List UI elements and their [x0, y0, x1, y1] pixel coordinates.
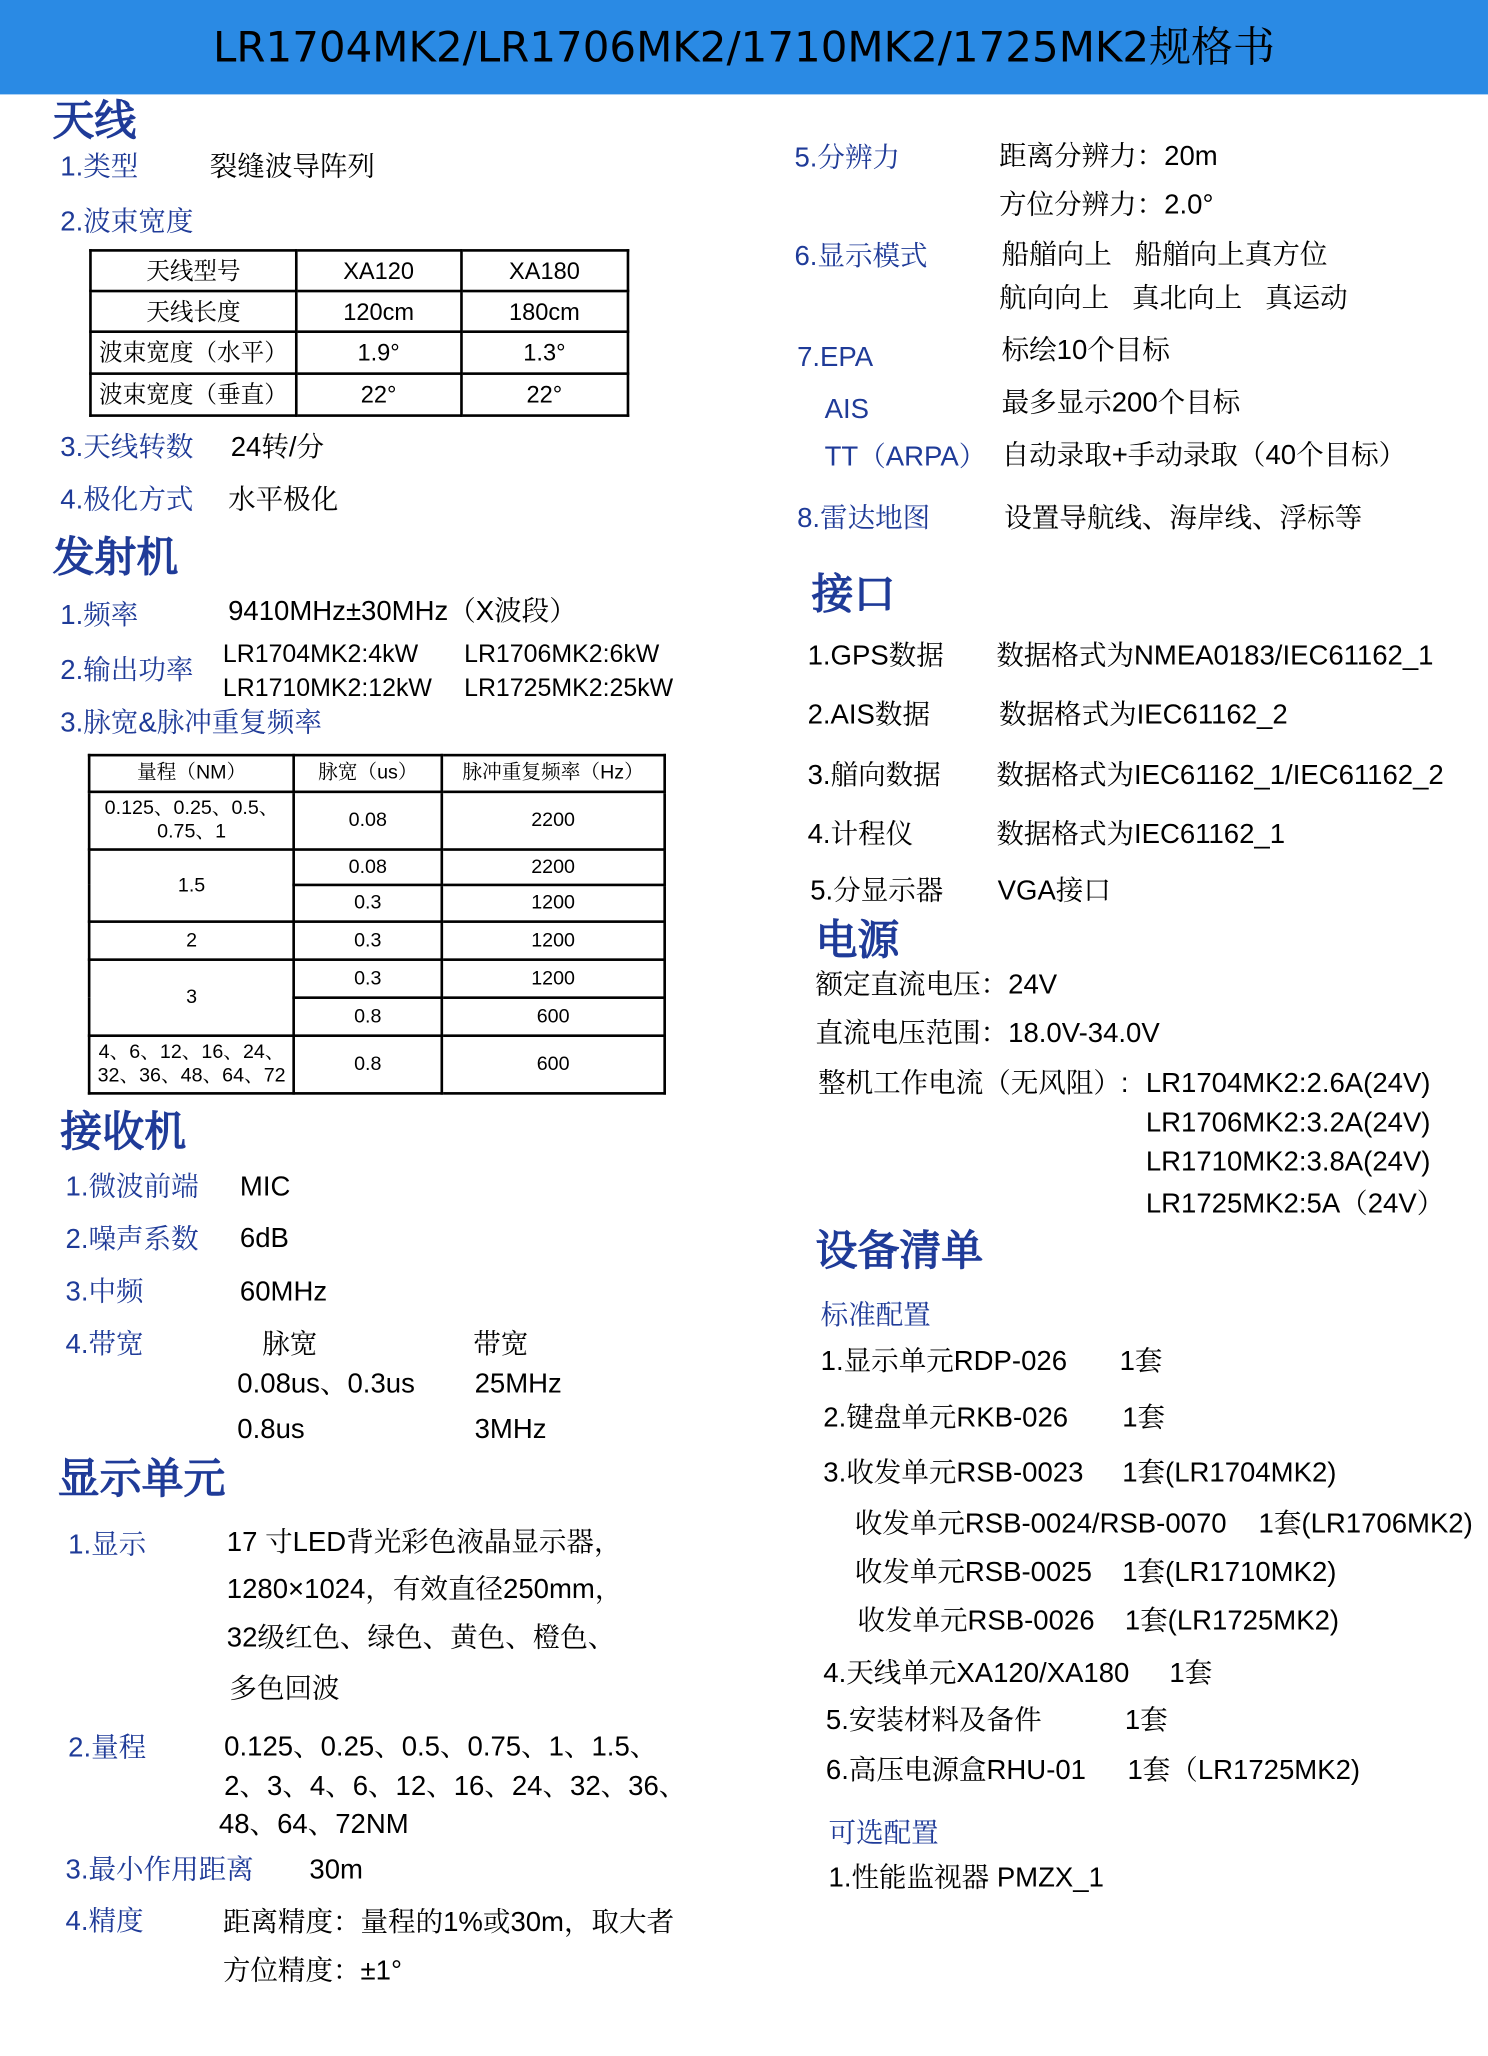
power-item: LR1704MK2:4kW — [222, 641, 419, 669]
equipment-item-name: 收发单元RSB-0024/RSB-0070 — [854, 1508, 1227, 1540]
table-header-cell: 量程（NM） — [89, 755, 294, 792]
frequency-value: 9410MHz±30MHz（X波段） — [228, 596, 577, 627]
tt-value: 自动录取+手动录取（40个目标） — [1001, 440, 1407, 471]
table-cell: 1200 — [442, 885, 665, 922]
table-cell: 2200 — [442, 792, 665, 850]
bandwidth-col-pulse: 脉宽 — [262, 1329, 318, 1360]
range-cell — [89, 1036, 294, 1094]
current-value: LR1725MK2:5A（24V） — [1145, 1189, 1445, 1220]
table-row — [89, 960, 665, 998]
noise-label: 2.噪声系数 — [65, 1224, 199, 1255]
table-cell: 天线长度 — [90, 291, 296, 332]
accuracy-line: 距离精度：量程的1%或30m，取大者 — [222, 1907, 675, 1938]
if-value: 60MHz — [239, 1276, 328, 1308]
section-heading-equipment: 设备清单 — [815, 1227, 984, 1275]
polarization-value: 水平极化 — [228, 485, 339, 516]
bandwidth-pulse-value: 0.8us — [237, 1414, 305, 1445]
table-cell: XA180 — [461, 250, 628, 291]
equipment-item-name: 5.安装材料及备件 — [825, 1705, 1042, 1736]
table-cell: 22° — [296, 374, 460, 416]
power-item: LR1725MK2:25kW — [464, 675, 674, 703]
rotation-value: 24转/分 — [230, 432, 325, 463]
resolution-line: 方位分辨力：2.0° — [998, 190, 1214, 221]
bandwidth-band-value: 3MHz — [474, 1414, 547, 1445]
optional-item-name: 1.性能监视器 PMZX_1 — [828, 1862, 1104, 1894]
equipment-item-qty: 1套(LR1704MK2) — [1122, 1457, 1337, 1488]
header-banner — [0, 0, 1488, 94]
interface-item-label: 3.艏向数据 — [807, 760, 941, 791]
table-header-cell: 脉冲重复频率（Hz） — [442, 755, 665, 792]
table-row — [89, 792, 665, 850]
range-cell — [89, 792, 294, 850]
display-mode-line: 船艏向上 船艏向上真方位 — [1001, 239, 1328, 271]
epa-label: 7.EPA — [797, 342, 874, 373]
table-cell: 1.9° — [296, 332, 460, 374]
power-item: LR1706MK2:6kW — [464, 641, 660, 669]
equipment-item-name: 4.天线单元XA120/XA180 — [823, 1658, 1130, 1689]
interface-item-value: 数据格式为NMEA0183/IEC61162_1 — [996, 641, 1434, 672]
current-value: LR1704MK2:2.6A(24V) — [1145, 1068, 1431, 1099]
ais-label: AIS — [824, 394, 870, 425]
section-heading-receiver: 接收机 — [60, 1107, 187, 1155]
accuracy-line: 方位精度：±1° — [222, 1956, 402, 1987]
table-cell: 180cm — [461, 291, 628, 332]
table-cell: 1200 — [442, 922, 665, 960]
polarization-label: 4.极化方式 — [60, 485, 194, 516]
current-label: 整机工作电流（无风阻）: — [818, 1068, 1129, 1099]
interface-item-value: 数据格式为IEC61162_1 — [996, 819, 1286, 850]
beam-width-table — [89, 249, 629, 417]
pulse-label: 3.脉宽&脉冲重复频率 — [60, 707, 322, 739]
table-cell: 波束宽度（水平） — [90, 332, 296, 374]
epa-value: 标绘10个目标 — [1001, 335, 1170, 366]
if-label: 3.中频 — [65, 1276, 144, 1308]
output-power-label: 2.输出功率 — [60, 655, 194, 686]
table-cell: 120cm — [296, 291, 460, 332]
table-cell: 0.08 — [294, 792, 442, 850]
min-range-label: 3.最小作用距离 — [65, 1855, 254, 1886]
range-cell: 1.5 — [89, 850, 294, 922]
table-cell: 600 — [442, 998, 665, 1036]
antenna-type-label: 1.类型 — [60, 152, 139, 183]
bandwidth-label: 4.带宽 — [65, 1329, 144, 1360]
interface-item-value: 数据格式为IEC61162_2 — [998, 700, 1288, 731]
equipment-item-qty: 1套 — [1122, 1402, 1166, 1433]
table-row — [90, 332, 628, 374]
antenna-type-value: 裂缝波导阵列 — [209, 152, 375, 183]
bandwidth-band-value: 25MHz — [474, 1368, 562, 1399]
table-row — [89, 922, 665, 960]
range-cell: 2 — [89, 922, 294, 960]
equipment-item-name: 收发单元RSB-0026 — [857, 1605, 1095, 1637]
table-cell: 1200 — [442, 960, 665, 998]
table-cell: 0.3 — [294, 885, 442, 922]
tt-label: TT（ARPA） — [824, 441, 987, 472]
equipment-item-qty: 1套(LR1706MK2) — [1258, 1508, 1473, 1540]
ranges-line: 48、64、72NM — [218, 1809, 409, 1840]
table-cell: 0.3 — [294, 922, 442, 960]
interface-item-label: 5.分显示器 — [810, 875, 944, 906]
equipment-item-qty: 1套（LR1725MK2) — [1127, 1755, 1361, 1786]
table-cell: 0.3 — [294, 960, 442, 998]
range-line: 4、6、12、16、24、 — [98, 1040, 285, 1064]
table-cell: 600 — [442, 1036, 665, 1094]
table-cell: 22° — [461, 374, 628, 416]
equipment-item-name: 收发单元RSB-0025 — [854, 1557, 1092, 1588]
section-heading-interface: 接口 — [811, 570, 896, 618]
equipment-item-qty: 1套(LR1710MK2) — [1122, 1557, 1337, 1588]
ranges-label: 2.量程 — [68, 1733, 147, 1764]
range-line: 0.75、1 — [157, 820, 227, 843]
equipment-item-qty: 1套 — [1169, 1658, 1213, 1689]
table-cell: 2200 — [442, 850, 665, 885]
equipment-item-qty: 1套 — [1119, 1346, 1163, 1377]
display-label: 1.显示 — [68, 1529, 147, 1561]
resolution-label: 5.分辨力 — [794, 142, 901, 174]
interface-item-value: VGA接口 — [997, 875, 1111, 906]
range-cell: 3 — [89, 960, 294, 1036]
display-line: 1280×1024，有效直径250mm， — [226, 1574, 623, 1605]
rotation-label: 3.天线转数 — [60, 432, 194, 463]
current-value: LR1706MK2:3.2A(24V) — [1145, 1107, 1431, 1138]
table-row — [89, 1036, 665, 1094]
range-line: 0.125、0.25、0.5、 — [104, 797, 279, 820]
radar-map-value: 设置导航线、海岸线、浮标等 — [1004, 503, 1363, 534]
display-line: 32级红色、绿色、黄色、橙色、 — [226, 1623, 616, 1654]
rated-voltage: 额定直流电压：24V — [815, 970, 1058, 1001]
interface-item-label: 4.计程仪 — [807, 819, 914, 850]
accuracy-label: 4.精度 — [65, 1906, 144, 1937]
section-heading-transmitter: 发射机 — [52, 533, 179, 581]
section-heading-power: 电源 — [815, 916, 900, 964]
bandwidth-col-band: 带宽 — [473, 1329, 529, 1360]
section-heading-display-unit: 显示单元 — [57, 1455, 226, 1503]
display-mode-label: 6.显示模式 — [794, 241, 928, 272]
table-cell: 0.8 — [294, 998, 442, 1036]
equipment-item-name: 1.显示单元RDP-026 — [820, 1346, 1068, 1377]
interface-item-label: 1.GPS数据 — [807, 641, 944, 672]
frontend-value: MIC — [239, 1172, 291, 1203]
power-item: LR1710MK2:12kW — [222, 675, 432, 703]
equipment-item-name: 2.键盘单元RKB-026 — [823, 1402, 1069, 1433]
table-row — [90, 250, 628, 291]
noise-value: 6dB — [239, 1223, 289, 1254]
table-row — [90, 291, 628, 332]
min-range-value: 30m — [309, 1855, 363, 1886]
ais-value: 最多显示200个目标 — [1001, 388, 1241, 419]
standard-config-label: 标准配置 — [820, 1300, 931, 1331]
table-cell: 1.3° — [461, 332, 628, 374]
table-header-cell: 脉宽（us） — [294, 755, 442, 792]
interface-item-label: 2.AIS数据 — [807, 700, 930, 731]
table-cell: 波束宽度（垂直） — [90, 374, 296, 416]
ranges-line: 0.125、0.25、0.5、0.75、1、1.5、 — [224, 1731, 658, 1762]
optional-config-label: 可选配置 — [828, 1818, 939, 1849]
table-cell: 天线型号 — [90, 250, 296, 291]
frequency-label: 1.频率 — [60, 600, 139, 631]
equipment-item-name: 6.高压电源盒RHU-01 — [825, 1755, 1086, 1786]
frontend-label: 1.微波前端 — [65, 1172, 199, 1203]
equipment-item-name: 3.收发单元RSB-0023 — [823, 1457, 1084, 1488]
table-row — [90, 374, 628, 416]
section-heading-antenna: 天线 — [52, 97, 137, 145]
equipment-item-qty: 1套 — [1124, 1705, 1168, 1736]
display-line: 17 寸LED背光彩色液晶显示器， — [226, 1527, 622, 1558]
range-line: 32、36、48、64、72 — [97, 1064, 286, 1087]
table-cell: XA120 — [296, 250, 460, 291]
display-line: 多色回波 — [229, 1674, 340, 1705]
display-mode-line: 航向向上 真北向上 真运动 — [998, 283, 1348, 314]
beam-width-label: 2.波束宽度 — [60, 207, 194, 238]
bandwidth-pulse-value: 0.08us、0.3us — [237, 1368, 415, 1399]
ranges-line: 2、3、4、6、12、16、24、32、36、 — [224, 1771, 687, 1802]
equipment-item-qty: 1套(LR1725MK2) — [1124, 1605, 1340, 1637]
table-cell: 0.08 — [294, 850, 442, 885]
current-value: LR1710MK2:3.8A(24V) — [1145, 1147, 1431, 1178]
voltage-range: 直流电压范围：18.0V-34.0V — [815, 1018, 1160, 1049]
table-row — [89, 850, 665, 885]
table-header-row — [89, 755, 665, 792]
interface-item-value: 数据格式为IEC61162_1/IEC61162_2 — [996, 760, 1444, 791]
radar-map-label: 8.雷达地图 — [797, 503, 931, 534]
page-title: LR1704MK2/LR1706MK2/1710MK2/1725MK2规格书 — [212, 22, 1275, 73]
pulse-table — [88, 754, 666, 1095]
resolution-line: 距离分辨力：20m — [998, 141, 1218, 172]
table-cell: 0.8 — [294, 1036, 442, 1094]
